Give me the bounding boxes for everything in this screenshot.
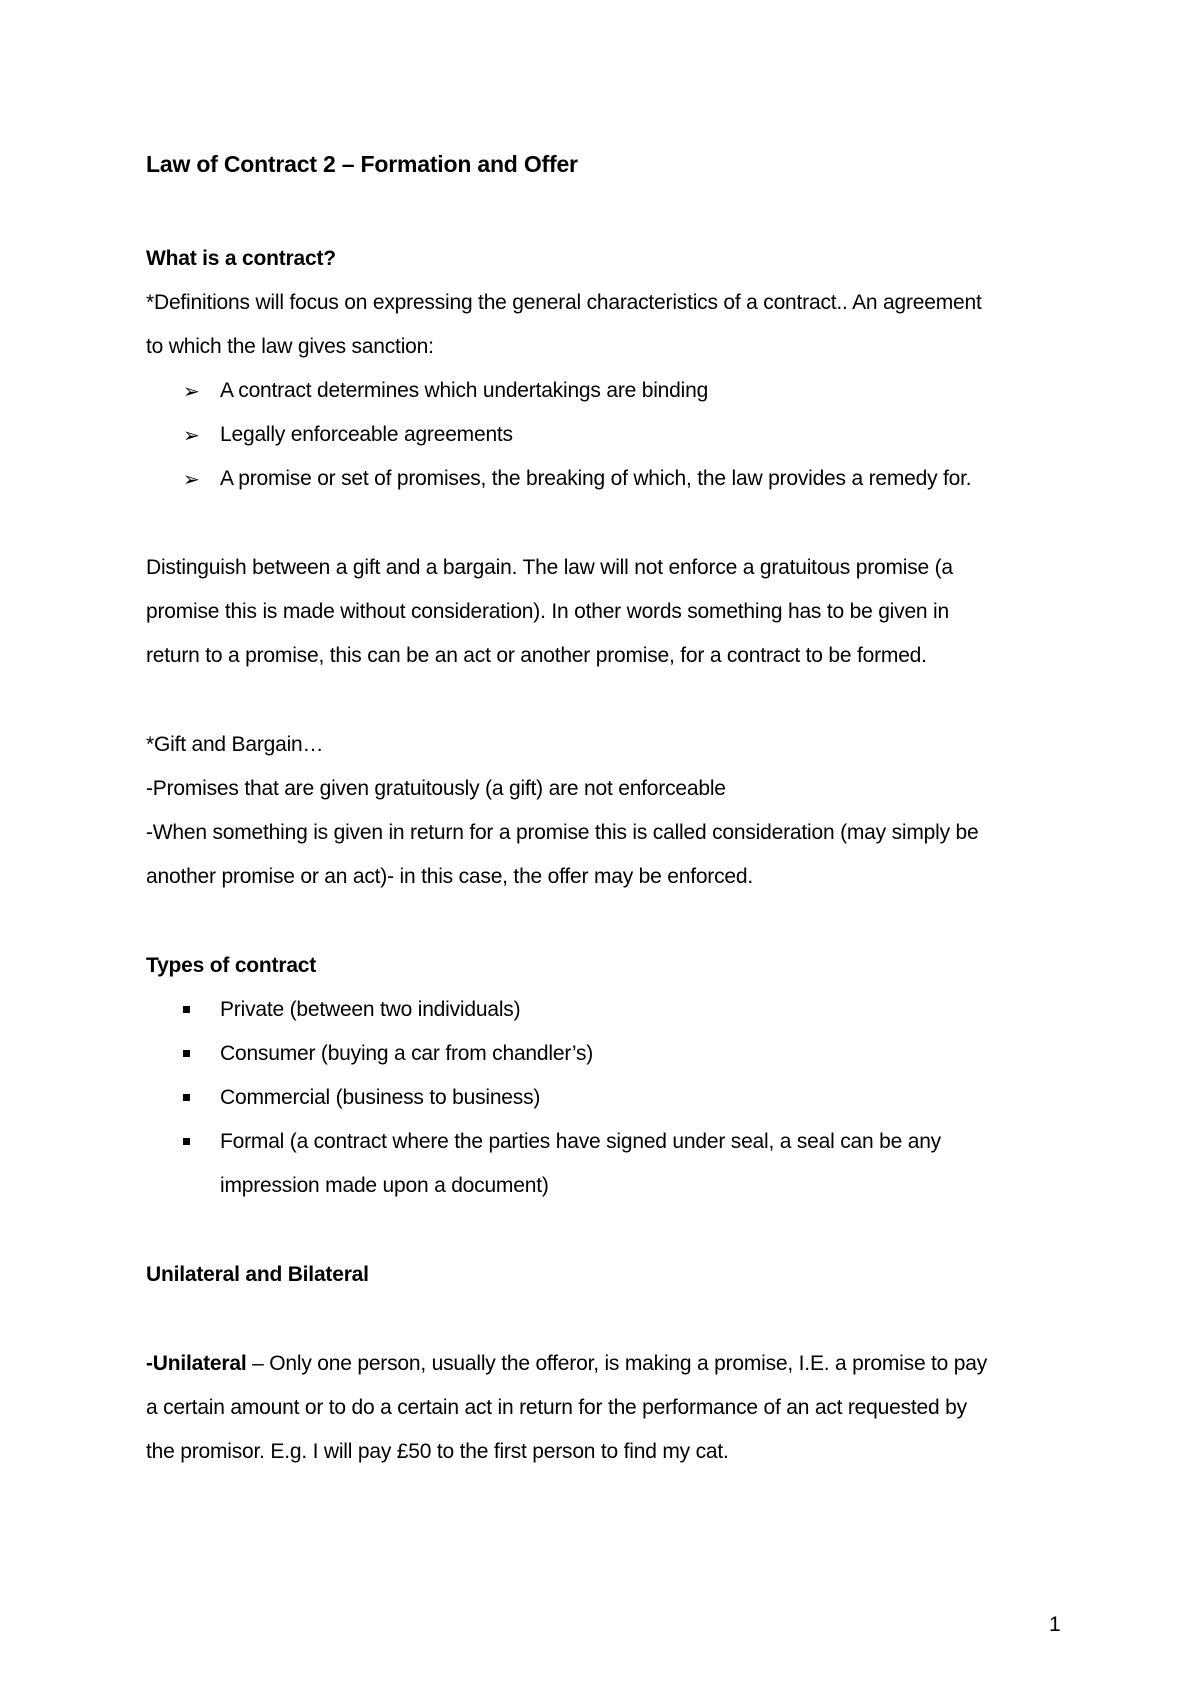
gift-bargain-note-line-3: another promise or an act)- in this case, the offer may be enforced. [146, 865, 753, 888]
arrow-bullet-icon: ➢ [183, 379, 200, 403]
heading-unilateral-bilateral: Unilateral and Bilateral [146, 1263, 369, 1286]
unilateral-line-3: the promisor. E.g. I will pay £50 to the first person to find my cat. [146, 1440, 729, 1463]
square-bullet-icon [183, 1128, 190, 1145]
gift-bargain-note-line-1: -Promises that are given gratuitously (a gift) are not enforceable [146, 777, 726, 800]
unilateral-line-1 [146, 1350, 987, 1378]
paragraph-gift-bargain-line-2: promise this is made without consideration). In other words something has to be given in [146, 600, 949, 623]
square-bullet-icon [183, 1084, 190, 1101]
list-item: Formal (a contract where the parties have signed under seal, a seal can be any [220, 1130, 941, 1153]
arrow-bullet-icon: ➢ [183, 467, 200, 491]
list-item-continuation: impression made upon a document) [220, 1174, 549, 1197]
square-bullet-icon [183, 1040, 190, 1057]
list-item: A contract determines which undertakings are binding [220, 379, 709, 402]
list-item: Commercial (business to business) [220, 1086, 541, 1109]
gift-bargain-note-heading: *Gift and Bargain… [146, 733, 324, 756]
gift-bargain-note-line-2: -When something is given in return for a promise this is called consideration (may simply be [146, 821, 979, 844]
heading-types-of-contract: Types of contract [146, 954, 317, 977]
paragraph-gift-bargain-line-1: Distinguish between a gift and a bargain. The law will not enforce a gratuitous promise (a [146, 556, 953, 579]
list-item: A promise or set of promises, the breaking of which, the law provides a remedy for. [220, 467, 972, 490]
list-item: Consumer (buying a car from chandler’s) [220, 1042, 594, 1065]
heading-what-is-contract: What is a contract? [146, 247, 336, 270]
intro-line-1: *Definitions will focus on expressing the general characteristics of a contract.. An agreement [146, 291, 982, 314]
list-item: Legally enforceable agreements [220, 423, 513, 446]
document-title: Law of Contract 2 – Formation and Offer [146, 151, 578, 177]
page-number: 1 [1049, 1613, 1061, 1636]
unilateral-label: -Unilateral [146, 1352, 247, 1375]
unilateral-line-2: a certain amount or to do a certain act in return for the performance of an act requested by [146, 1396, 967, 1419]
intro-line-2: to which the law gives sanction: [146, 335, 434, 358]
arrow-bullet-icon: ➢ [183, 423, 200, 447]
square-bullet-icon [183, 996, 190, 1013]
unilateral-text: – Only one person, usually the offeror, is making a promise, I.E. a promise to pay [246, 1352, 988, 1375]
list-item: Private (between two individuals) [220, 998, 521, 1021]
paragraph-gift-bargain-line-3: return to a promise, this can be an act or another promise, for a contract to be formed. [146, 644, 927, 667]
